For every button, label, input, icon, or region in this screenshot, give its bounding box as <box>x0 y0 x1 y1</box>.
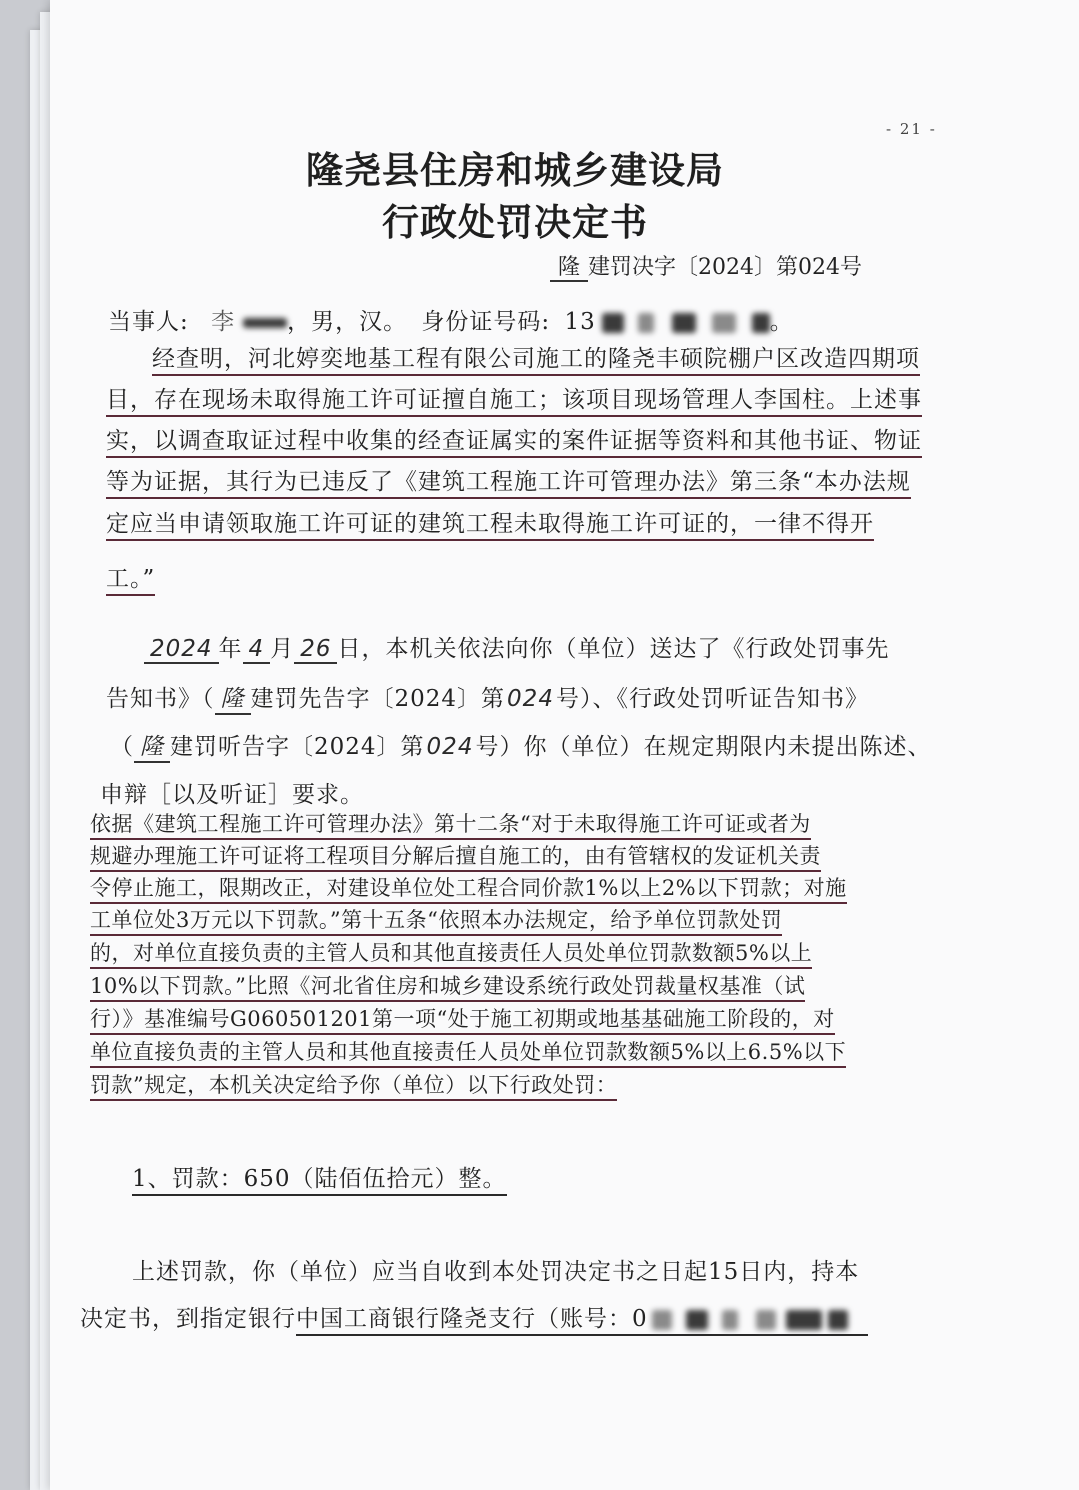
redacted-id <box>638 313 654 333</box>
notice-line: 告知书》（ 隆 建罚先告字〔2024〕第024号）、《行政处罚听证告知书》 <box>106 680 869 715</box>
document-number <box>550 250 862 281</box>
basis-line: 令停止施工，限期改正，对建设单位处工程合同价款1%以上2%以下罚款；对施 <box>90 872 847 902</box>
basis-line: 依据《建筑工程施工许可管理办法》第十二条“对于未取得施工许可证或者为 <box>90 808 811 838</box>
id-label: 身份证号码: <box>421 309 551 335</box>
basis-line: 罚款”规定，本机关决定给予你（单位）以下行政处罚： <box>90 1069 617 1099</box>
facts-line: 目，存在现场未取得施工许可证擅自施工；该项目现场管理人李国柱。上述事 <box>106 381 922 414</box>
document-title: 行政处罚决定书 <box>382 200 648 244</box>
basis-line: 10%以下罚款。”比照《河北省住房和城乡建设系统行政处罚裁量权基准（试 <box>90 970 805 1000</box>
redacted-account <box>756 1310 776 1330</box>
basis-line: 工单位处3万元以下罚款。”第十五条“依照本办法规定，给予单位罚款处罚 <box>90 904 782 934</box>
page-number: - 21 - <box>886 120 937 138</box>
party-name-partial: 李 <box>211 309 236 335</box>
redacted-id <box>672 313 696 333</box>
handwritten-prefix: 隆 <box>550 255 588 282</box>
handwritten-day: 26 <box>294 636 337 664</box>
redacted-id <box>602 313 624 333</box>
bank-account: 中国工商银行隆尧支行（账号：0 <box>296 1306 868 1336</box>
payment-line: 决定书，到指定银行中国工商银行隆尧支行（账号：0 <box>80 1300 868 1333</box>
issuer-title: 隆尧县住房和城乡建设局 <box>306 148 724 192</box>
basis-line: 规避办理施工许可证将工程项目分解后擅自施工的，由有管辖权的发证机关责 <box>90 840 821 870</box>
handwritten-number: 024 <box>507 686 554 712</box>
document-number-text: 建罚决字〔2024〕第024号 <box>588 255 862 280</box>
notice-line: 申辩［以及听证］要求。 <box>100 782 364 808</box>
redacted-account <box>686 1310 708 1330</box>
facts-line: 实，以调查取证过程中收集的经查证属实的案件证据等资料和其他书证、物证 <box>106 422 922 455</box>
party-line <box>108 303 794 336</box>
document-page <box>50 0 1079 1490</box>
facts-line: 工。” <box>106 560 155 593</box>
redacted-id <box>712 313 736 333</box>
facts-line: 经查明，河北婷奕地基工程有限公司施工的隆尧丰硕院棚户区改造四期项 <box>152 340 920 373</box>
handwritten-prefix: 隆 <box>215 680 251 715</box>
redacted-account <box>786 1310 822 1330</box>
id-prefix: 13 <box>564 309 596 335</box>
basis-line: 单位直接负责的主管人员和其他直接责任人员处单位罚款数额5%以上6.5%以下 <box>90 1036 846 1066</box>
notice-line: （ 隆 建罚听告字〔2024〕第024号）你（单位）在规定期限内未提出陈述、 <box>110 728 931 763</box>
handwritten-prefix: 隆 <box>134 728 170 763</box>
handwritten-month: 4 <box>243 636 271 664</box>
basis-line: 的，对单位直接负责的主管人员和其他直接责任人员处单位罚款数额5%以上 <box>90 937 812 967</box>
handwritten-year: 2024 <box>144 636 219 664</box>
redacted-name <box>243 318 287 328</box>
payment-line: 上述罚款，你（单位）应当自收到本处罚决定书之日起15日内，持本 <box>132 1259 860 1285</box>
redacted-id <box>752 313 770 333</box>
redacted-account <box>828 1310 848 1330</box>
facts-line: 等为证据，其行为已违反了《建筑工程施工许可管理办法》第三条“本办法规 <box>106 463 911 496</box>
penalty-item: 1、罚款：650（陆佰伍拾元）整。 <box>132 1160 507 1193</box>
basis-line: 行）》基准编号G060501201第一项“处于施工初期或地基基础施工阶段的，对 <box>90 1003 835 1033</box>
facts-line: 定应当申请领取施工许可证的建筑工程未取得施工许可证的，一律不得开 <box>106 505 874 538</box>
id-suffix: 。 <box>769 309 794 335</box>
redacted-account <box>722 1310 738 1330</box>
redacted-account <box>652 1310 672 1330</box>
handwritten-number: 024 <box>426 734 474 760</box>
party-gender: ，男，汉。 <box>287 309 408 335</box>
notice-line: 2024 年 4 月 26 日，本机关依法向你（单位）送达了《行政处罚事先 <box>144 630 889 664</box>
party-label: 当事人: <box>108 309 189 335</box>
